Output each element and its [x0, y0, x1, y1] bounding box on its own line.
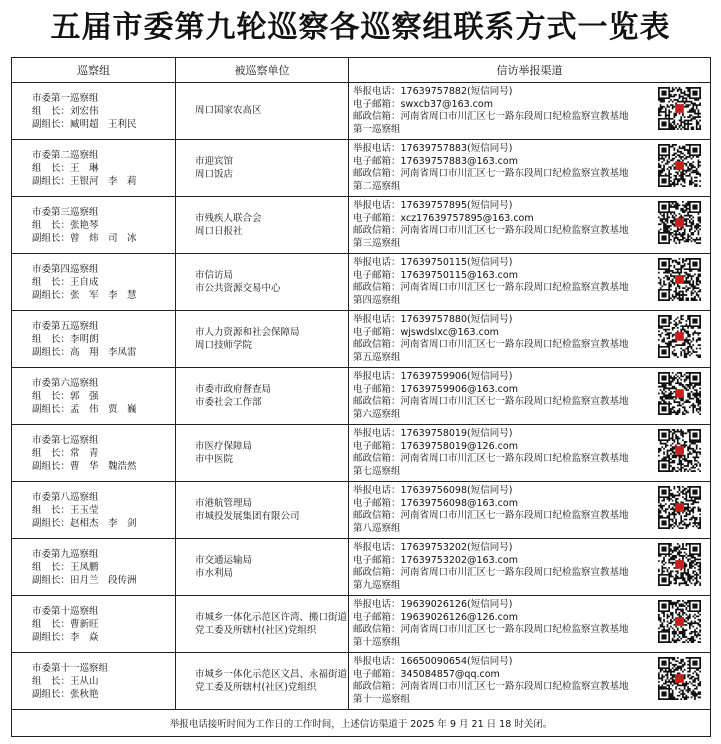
qr-code-icon: [658, 429, 701, 472]
leader-name: 王 琳: [70, 162, 99, 174]
report-channels-cell: [349, 596, 711, 653]
leader-label: 组 长：: [32, 618, 71, 630]
group-name: 市委第八巡察组: [32, 491, 99, 503]
mail-label: 邮政信箱：: [353, 681, 401, 692]
group-name: 市委第一巡察组: [32, 92, 99, 104]
report-email: [353, 612, 653, 625]
phone-label: 举报电话：: [353, 143, 401, 154]
deputy-names: 赵相杰 李 剑: [70, 517, 137, 529]
group-leader: [32, 276, 175, 289]
leader-name: 张艳琴: [70, 219, 99, 231]
inspected-units-cell: [176, 197, 349, 254]
report-phone: [353, 656, 653, 669]
group-name: 市委第十一巡察组: [32, 662, 109, 674]
deputy-names: 高 翔 李凤雷: [70, 346, 137, 358]
inspected-units-cell: [176, 254, 349, 311]
mail-address: 河南省周口市川汇区七一路东段周口纪检监察宣教基地: [400, 396, 629, 407]
phone-label: 举报电话：: [353, 200, 401, 211]
group-deputy: [32, 232, 175, 245]
table-row: [12, 140, 711, 197]
inspection-group-cell: [12, 254, 176, 311]
group-name: 市委第十巡察组: [32, 605, 99, 617]
email-label: 电子邮箱：: [353, 668, 401, 680]
mail-label: 邮政信箱：: [353, 111, 401, 122]
group-leader: [32, 333, 175, 346]
group-leader: [32, 618, 175, 631]
group-leader: [32, 447, 175, 460]
email-label: 电子邮箱：: [353, 98, 401, 110]
table-row: [12, 311, 711, 368]
mailbox-recipient: 第六巡察组: [353, 408, 401, 420]
report-phone: [353, 485, 653, 498]
deputy-label: 副组长：: [32, 403, 71, 415]
inspected-unit: 周口饭店: [195, 169, 234, 180]
mail-address: 河南省周口市川汇区七一路东段周口纪检监察宣教基地: [400, 282, 629, 293]
inspected-unit: 周口日报社: [195, 226, 243, 237]
group-name: 市委第二巡察组: [32, 149, 99, 161]
mail-address: 河南省周口市川汇区七一路东段周口纪检监察宣教基地: [400, 453, 629, 464]
phone-number: 17639757880(短信同号): [400, 314, 513, 325]
email-address: 17639753202@163.com: [400, 554, 518, 566]
inspection-group-cell: [12, 425, 176, 482]
group-deputy: [32, 574, 175, 587]
report-channels-cell: [349, 311, 711, 368]
report-channels-cell: [349, 539, 711, 596]
inspected-unit: 党工委及所辖村(社区)党组织: [195, 682, 317, 693]
report-email: [353, 669, 653, 682]
qr-code-icon: [658, 258, 701, 301]
report-mailbox: [353, 396, 653, 409]
email-address: wjswdslxc@163.com: [400, 326, 499, 338]
report-phone: [353, 314, 653, 327]
inspected-unit: 市迎宾馆: [195, 155, 234, 167]
phone-number: 17639758019(短信同号): [400, 428, 513, 439]
report-channels-cell: [349, 425, 711, 482]
deputy-names: 臧明超 王利民: [70, 118, 137, 130]
mail-label: 邮政信箱：: [353, 225, 401, 236]
phone-label: 举报电话：: [353, 314, 401, 325]
phone-label: 举报电话：: [353, 542, 401, 553]
phone-number: 19639026126(短信同号): [400, 599, 513, 610]
deputy-label: 副组长：: [32, 346, 71, 358]
mail-label: 邮政信箱：: [353, 168, 401, 179]
report-channels-cell: [349, 653, 711, 710]
report-email: [353, 270, 653, 283]
inspected-unit: 市港航管理局: [195, 497, 253, 509]
mailbox-recipient: 第九巡察组: [353, 579, 401, 591]
group-name: 市委第七巡察组: [32, 434, 99, 446]
deputy-names: 张秋艳: [70, 688, 99, 700]
report-mailbox: [353, 225, 653, 238]
table-row: [12, 653, 711, 710]
deputy-names: 孟 伟 贾 巍: [70, 403, 137, 415]
qr-code-icon: [658, 600, 701, 643]
deputy-names: 张 军 李 慧: [70, 289, 137, 301]
inspection-group-cell: [12, 311, 176, 368]
mail-address: 河南省周口市川汇区七一路东段周口纪检监察宣教基地: [400, 168, 629, 179]
inspected-unit: 市水利局: [195, 568, 234, 579]
mailbox-recipient: 第二巡察组: [353, 180, 401, 192]
leader-label: 组 长：: [32, 333, 71, 345]
report-channels-text: [353, 200, 653, 250]
report-channels-text: [353, 314, 653, 364]
inspection-group-cell: [12, 596, 176, 653]
contact-table: [11, 57, 711, 737]
group-deputy: [32, 460, 175, 473]
report-mailbox: [353, 168, 653, 181]
deputy-label: 副组长：: [32, 517, 71, 529]
report-phone: [353, 371, 653, 384]
email-label: 电子邮箱：: [353, 554, 401, 566]
report-channels-text: [353, 428, 653, 478]
leader-name: 王玉莹: [70, 504, 99, 516]
leader-name: 刘宏伟: [70, 105, 99, 117]
inspected-unit: 市委市政府督查局: [195, 383, 272, 395]
leader-name: 王凤鹏: [70, 561, 99, 573]
email-address: 19639026126@126.com: [400, 611, 518, 623]
leader-label: 组 长：: [32, 219, 71, 231]
leader-label: 组 长：: [32, 105, 71, 117]
inspection-group-cell: [12, 140, 176, 197]
email-address: 17639758019@126.com: [400, 440, 518, 452]
deputy-names: 王银河 李 莉: [70, 175, 137, 187]
inspected-unit: 周口技师学院: [195, 340, 253, 351]
phone-number: 17639750115(短信同号): [400, 257, 513, 268]
report-email: [353, 99, 653, 112]
email-address: 17639757883@163.com: [400, 155, 518, 167]
leader-label: 组 长：: [32, 675, 71, 687]
inspection-group-cell: [12, 368, 176, 425]
inspected-unit: 党工委及所辖村(社区)党组织: [195, 625, 317, 636]
mailbox-recipient: 第一巡察组: [353, 123, 401, 135]
leader-label: 组 长：: [32, 390, 71, 402]
report-mailbox: [353, 624, 653, 637]
mail-label: 邮政信箱：: [353, 282, 401, 293]
email-label: 电子邮箱：: [353, 497, 401, 509]
leader-name: 李明朗: [70, 333, 99, 345]
report-email: [353, 555, 653, 568]
leader-label: 组 长：: [32, 561, 71, 573]
phone-number: 16650090654(短信同号): [400, 656, 513, 667]
mail-address: 河南省周口市川汇区七一路东段周口纪检监察宣教基地: [400, 225, 629, 236]
inspected-units-cell: [176, 83, 349, 140]
report-channels-cell: [349, 83, 711, 140]
report-channels-text: [353, 542, 653, 592]
inspected-units-cell: [176, 140, 349, 197]
group-leader: [32, 105, 175, 118]
phone-label: 举报电话：: [353, 257, 401, 268]
group-leader: [32, 219, 175, 232]
deputy-label: 副组长：: [32, 118, 71, 130]
deputy-names: 曹 华 魏浩然: [70, 460, 137, 472]
inspected-unit: 市信访局: [195, 269, 234, 281]
report-channels-text: [353, 257, 653, 307]
group-deputy: [32, 346, 175, 359]
report-mailbox: [353, 567, 653, 580]
mail-label: 邮政信箱：: [353, 567, 401, 578]
group-name: 市委第六巡察组: [32, 377, 99, 389]
report-mailbox: [353, 282, 653, 295]
report-phone: [353, 599, 653, 612]
table-row: [12, 254, 711, 311]
report-channels-cell: [349, 254, 711, 311]
mailbox-recipient: 第八巡察组: [353, 522, 401, 534]
report-email: [353, 213, 653, 226]
report-channels-cell: [349, 140, 711, 197]
inspected-unit: 市交通运输局: [195, 554, 253, 566]
inspected-unit: 市城乡一体化示范区文昌、永福街道: [195, 668, 348, 680]
phone-label: 举报电话：: [353, 599, 401, 610]
leader-name: 郭 强: [70, 390, 99, 402]
qr-code-icon: [658, 543, 701, 586]
report-email: [353, 441, 653, 454]
report-mailbox: [353, 681, 653, 694]
inspected-units-cell: [176, 311, 349, 368]
qr-code-icon: [658, 87, 701, 130]
group-leader: [32, 504, 175, 517]
email-address: 17639756098@163.com: [400, 497, 518, 509]
inspected-unit: 市城投发展集团有限公司: [195, 511, 300, 522]
report-phone: [353, 86, 653, 99]
mail-label: 邮政信箱：: [353, 510, 401, 521]
phone-label: 举报电话：: [353, 656, 401, 667]
deputy-label: 副组长：: [32, 574, 71, 586]
inspected-units-cell: [176, 596, 349, 653]
group-deputy: [32, 175, 175, 188]
email-address: xcz17639757895@163.com: [400, 212, 534, 224]
phone-number: 17639756098(短信同号): [400, 485, 513, 496]
deputy-label: 副组长：: [32, 289, 71, 301]
mailbox-recipient: 第七巡察组: [353, 465, 401, 477]
qr-code-icon: [658, 201, 701, 244]
header-group: 巡察组: [12, 58, 176, 83]
group-deputy: [32, 517, 175, 530]
email-label: 电子邮箱：: [353, 611, 401, 623]
mail-address: 河南省周口市川汇区七一路东段周口纪检监察宣教基地: [400, 339, 629, 350]
report-mailbox: [353, 339, 653, 352]
group-name: 市委第九巡察组: [32, 548, 99, 560]
leader-name: 王从山: [70, 675, 99, 687]
table-header-row: [12, 58, 711, 83]
group-leader: [32, 675, 175, 688]
email-address: 17639759906@163.com: [400, 383, 518, 395]
inspected-units-cell: [176, 482, 349, 539]
report-channels-cell: [349, 197, 711, 254]
report-channels-text: [353, 143, 653, 193]
deputy-label: 副组长：: [32, 631, 71, 643]
inspected-unit: 周口国家农高区: [195, 105, 262, 117]
inspected-unit: 市残疾人联合会: [195, 212, 262, 224]
report-email: [353, 384, 653, 397]
table-row: [12, 482, 711, 539]
group-name: 市委第三巡察组: [32, 206, 99, 218]
table-row: [12, 596, 711, 653]
mail-label: 邮政信箱：: [353, 453, 401, 464]
leader-label: 组 长：: [32, 504, 71, 516]
group-deputy: [32, 289, 175, 302]
mailbox-recipient: 第四巡察组: [353, 294, 401, 306]
leader-label: 组 长：: [32, 447, 71, 459]
report-email: [353, 327, 653, 340]
inspection-group-cell: [12, 539, 176, 596]
mail-address: 河南省周口市川汇区七一路东段周口纪检监察宣教基地: [400, 681, 629, 692]
email-label: 电子邮箱：: [353, 326, 401, 338]
group-deputy: [32, 403, 175, 416]
mailbox-recipient: 第十巡察组: [353, 636, 401, 648]
inspected-units-cell: [176, 425, 349, 482]
report-mailbox: [353, 510, 653, 523]
phone-number: 17639753202(短信同号): [400, 542, 513, 553]
table-row: [12, 425, 711, 482]
deputy-label: 副组长：: [32, 175, 71, 187]
mail-address: 河南省周口市川汇区七一路东段周口纪检监察宣教基地: [400, 111, 629, 122]
inspected-unit: 市医疗保障局: [195, 440, 253, 452]
table-row: [12, 197, 711, 254]
report-channels-text: [353, 485, 653, 535]
report-email: [353, 156, 653, 169]
report-email: [353, 498, 653, 511]
email-label: 电子邮箱：: [353, 383, 401, 395]
report-phone: [353, 257, 653, 270]
report-mailbox: [353, 453, 653, 466]
report-mailbox: [353, 111, 653, 124]
phone-number: 17639757883(短信同号): [400, 143, 513, 154]
mailbox-recipient: 第五巡察组: [353, 351, 401, 363]
leader-label: 组 长：: [32, 162, 71, 174]
phone-number: 17639757895(短信同号): [400, 200, 513, 211]
report-channels-text: [353, 371, 653, 421]
report-channels-text: [353, 656, 653, 706]
table-body: [12, 83, 711, 710]
email-address: 345084857@qq.com: [400, 668, 500, 680]
email-label: 电子邮箱：: [353, 155, 401, 167]
group-deputy: [32, 118, 175, 131]
qr-code-icon: [658, 486, 701, 529]
deputy-names: 曾 炜 司 冰: [70, 232, 137, 244]
table-row: [12, 83, 711, 140]
qr-code-icon: [658, 372, 701, 415]
email-address: 17639750115@163.com: [400, 269, 518, 281]
report-channels-cell: [349, 368, 711, 425]
phone-number: 17639759906(短信同号): [400, 371, 513, 382]
report-channels-cell: [349, 482, 711, 539]
inspected-units-cell: [176, 653, 349, 710]
inspected-unit: 市委社会工作部: [195, 397, 262, 408]
group-leader: [32, 162, 175, 175]
report-channels-text: [353, 86, 653, 136]
email-label: 电子邮箱：: [353, 212, 401, 224]
inspected-unit: 市公共资源交易中心: [195, 283, 281, 294]
phone-number: 17639757882(短信同号): [400, 86, 513, 97]
inspected-unit: 市人力资源和社会保障局: [195, 326, 300, 338]
table-row: [12, 368, 711, 425]
leader-name: 常 青: [70, 447, 99, 459]
deputy-label: 副组长：: [32, 232, 71, 244]
qr-code-icon: [658, 657, 701, 700]
header-units: 被巡察单位: [176, 58, 349, 83]
phone-label: 举报电话：: [353, 371, 401, 382]
phone-label: 举报电话：: [353, 86, 401, 97]
group-leader: [32, 561, 175, 574]
footer-note: 举报电话接听时间为工作日的工作时间，上述信访渠道于 2025 年 9 月 21 日 18 时关闭。: [12, 710, 711, 737]
inspection-group-cell: [12, 83, 176, 140]
deputy-label: 副组长：: [32, 688, 71, 700]
report-phone: [353, 143, 653, 156]
report-phone: [353, 200, 653, 213]
mail-label: 邮政信箱：: [353, 396, 401, 407]
inspected-unit: 市城乡一体化示范区许湾、搬口街道: [195, 611, 348, 623]
deputy-label: 副组长：: [32, 460, 71, 472]
inspected-units-cell: [176, 539, 349, 596]
leader-name: 王自成: [70, 276, 99, 288]
deputy-names: 田月兰 段传洲: [70, 574, 137, 586]
qr-code-icon: [658, 144, 701, 187]
report-channels-text: [353, 599, 653, 649]
mail-label: 邮政信箱：: [353, 624, 401, 635]
leader-name: 曹新旺: [70, 618, 99, 630]
group-deputy: [32, 688, 175, 701]
email-label: 电子邮箱：: [353, 440, 401, 452]
mailbox-recipient: 第三巡察组: [353, 237, 401, 249]
group-name: 市委第四巡察组: [32, 263, 99, 275]
report-phone: [353, 428, 653, 441]
leader-label: 组 长：: [32, 276, 71, 288]
inspection-group-cell: [12, 653, 176, 710]
mail-address: 河南省周口市川汇区七一路东段周口纪检监察宣教基地: [400, 624, 629, 635]
mail-label: 邮政信箱：: [353, 339, 401, 350]
header-channels: 信访举报渠道: [349, 58, 711, 83]
table-row: [12, 539, 711, 596]
mail-address: 河南省周口市川汇区七一路东段周口纪检监察宣教基地: [400, 567, 629, 578]
report-phone: [353, 542, 653, 555]
inspected-units-cell: [176, 368, 349, 425]
mail-address: 河南省周口市川汇区七一路东段周口纪检监察宣教基地: [400, 510, 629, 521]
phone-label: 举报电话：: [353, 428, 401, 439]
mailbox-recipient: 第十一巡察组: [353, 693, 411, 705]
group-leader: [32, 390, 175, 403]
email-label: 电子邮箱：: [353, 269, 401, 281]
inspection-group-cell: [12, 482, 176, 539]
inspected-unit: 市中医院: [195, 454, 234, 465]
inspection-group-cell: [12, 197, 176, 254]
phone-label: 举报电话：: [353, 485, 401, 496]
qr-code-icon: [658, 315, 701, 358]
deputy-names: 李 焱: [70, 631, 99, 643]
group-deputy: [32, 631, 175, 644]
document-title: 五届市委第九轮巡察各巡察组联系方式一览表: [50, 10, 671, 45]
group-name: 市委第五巡察组: [32, 320, 99, 332]
email-address: swxcb37@163.com: [400, 98, 493, 110]
